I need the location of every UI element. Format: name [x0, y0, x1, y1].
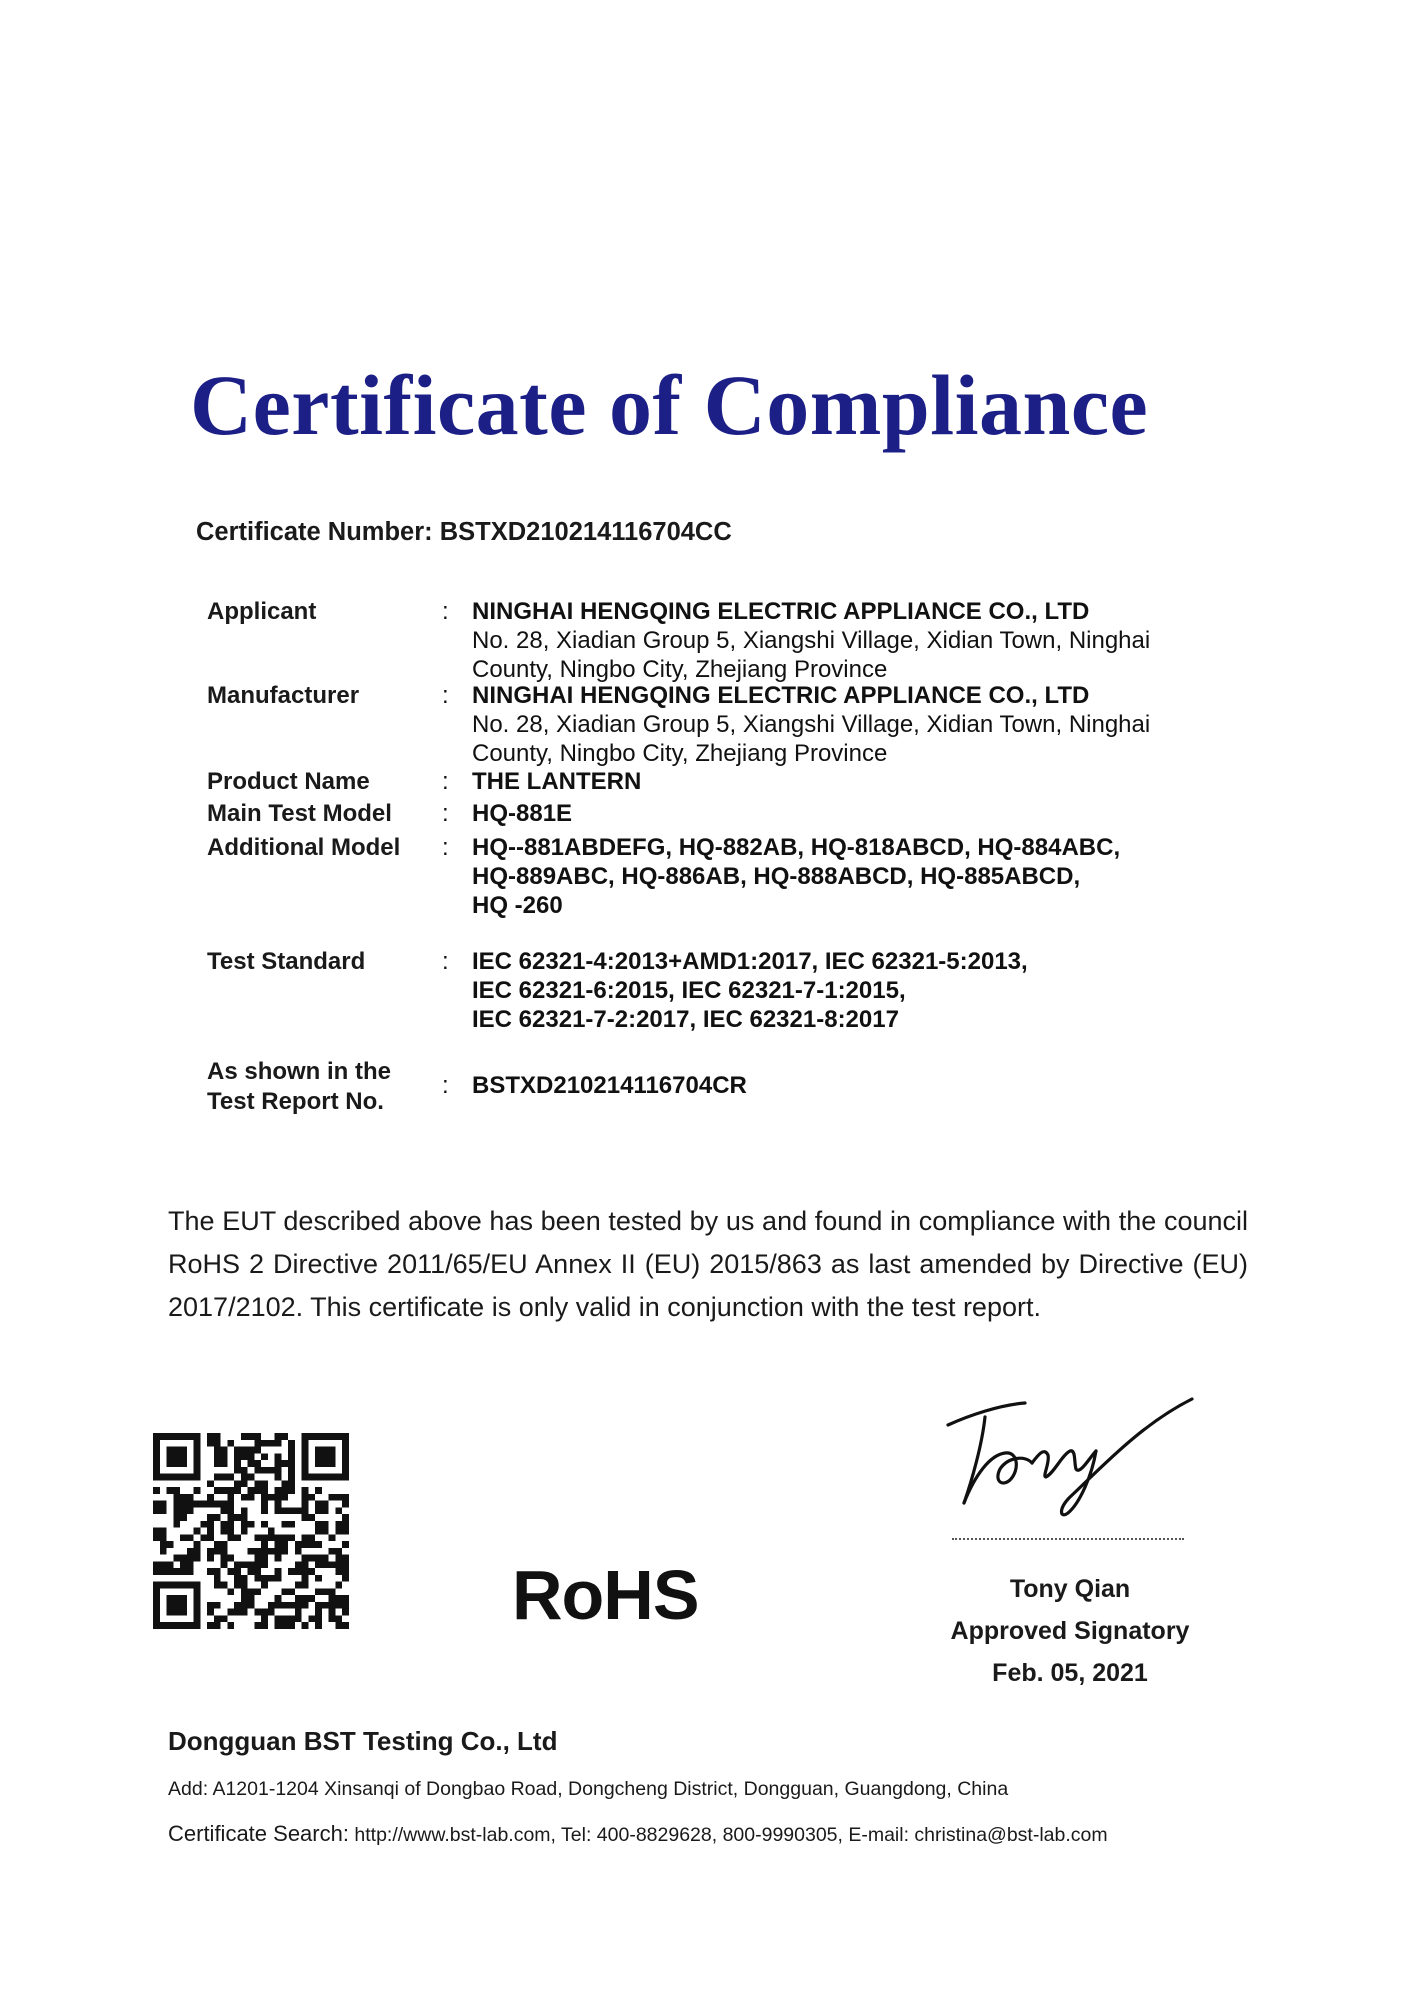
- signatory-block: [920, 1568, 1220, 1694]
- additional-model-line3: HQ -260: [472, 892, 563, 919]
- company-name: Dongguan BST Testing Co., Ltd: [168, 1726, 558, 1756]
- qr-code: [153, 1433, 349, 1629]
- product-name-row: [207, 767, 1207, 799]
- certificate-search: [168, 1821, 1108, 1847]
- test-report-label-line2: Test Report No.: [207, 1088, 384, 1115]
- compliance-statement: The EUT described above has been tested by us and found in compliance with the council RoHS 2 Directive 2011/65/EU Annex II (EU) 2015/863 as last amended by Directive (EU) 2017/2102. This certificate is only valid in conjunction with the test report.: [168, 1206, 1248, 1322]
- certificate-fields: [207, 597, 1207, 1117]
- test-report-label-line1: As shown in the: [207, 1058, 392, 1085]
- test-report-separator: :: [442, 1072, 449, 1099]
- manufacturer-label: Manufacturer: [207, 682, 360, 709]
- additional-model-line2: HQ-889ABC, HQ-886AB, HQ-888ABCD, HQ-885ABCD,: [472, 863, 1081, 890]
- test-standard-label: Test Standard: [207, 948, 366, 975]
- main-test-model-row: [207, 799, 1207, 833]
- signature-image: [930, 1385, 1200, 1520]
- applicant-label: Applicant: [207, 598, 317, 625]
- manufacturer-address-line2: County, Ningbo City, Zhejiang Province: [472, 740, 888, 767]
- applicant-row: [207, 597, 1207, 681]
- test-report-row: [207, 1057, 1207, 1117]
- product-name-separator: :: [442, 768, 449, 795]
- additional-model-row: [207, 833, 1207, 947]
- manufacturer-separator: :: [442, 682, 449, 709]
- test-standard-line1: IEC 62321-4:2013+AMD1:2017, IEC 62321-5:2013,: [472, 948, 1028, 975]
- test-standard-line2: IEC 62321-6:2015, IEC 62321-7-1:2015,: [472, 977, 906, 1004]
- certificate-number-value: BSTXD210214116704CC: [439, 518, 732, 546]
- test-standard-row: [207, 947, 1207, 1057]
- main-test-model-value: HQ-881E: [472, 800, 573, 827]
- certificate-search-label: Certificate Search:: [168, 1821, 349, 1846]
- main-test-model-separator: :: [442, 800, 449, 827]
- certificate-number-label: Certificate Number:: [196, 518, 433, 546]
- product-name-value: THE LANTERN: [472, 768, 642, 795]
- test-standard-line3: IEC 62321-7-2:2017, IEC 62321-8:2017: [472, 1006, 899, 1033]
- signature-date: Feb. 05, 2021: [992, 1659, 1148, 1687]
- additional-model-label: Additional Model: [207, 834, 401, 861]
- applicant-separator: :: [442, 598, 449, 625]
- additional-model-line1: HQ--881ABDEFG, HQ-882AB, HQ-818ABCD, HQ-884ABC,: [472, 834, 1121, 861]
- signatory-title: Approved Signatory: [950, 1617, 1190, 1645]
- additional-model-separator: :: [442, 834, 449, 861]
- signature-line: [952, 1538, 1184, 1540]
- company-address: Add: A1201-1204 Xinsanqi of Dongbao Road, Dongcheng District, Dongguan, Guangdong, China: [168, 1778, 1009, 1800]
- manufacturer-row: [207, 681, 1207, 767]
- applicant-name: NINGHAI HENGQING ELECTRIC APPLIANCE CO., LTD: [472, 598, 1090, 625]
- test-standard-separator: :: [442, 948, 449, 975]
- signatory-name: Tony Qian: [1009, 1575, 1131, 1603]
- product-name-label: Product Name: [207, 768, 370, 795]
- certificate-title: Certificate of Compliance: [190, 357, 1149, 453]
- certificate-number: [196, 518, 732, 547]
- rohs-mark: RoHS: [512, 1556, 699, 1634]
- manufacturer-name: NINGHAI HENGQING ELECTRIC APPLIANCE CO., LTD: [472, 682, 1090, 709]
- manufacturer-address-line1: No. 28, Xiadian Group 5, Xiangshi Village, Xidian Town, Ninghai: [472, 711, 1151, 738]
- main-test-model-label: Main Test Model: [207, 800, 392, 827]
- applicant-address-line1: No. 28, Xiadian Group 5, Xiangshi Village, Xidian Town, Ninghai: [472, 627, 1151, 654]
- certificate-search-info: http://www.bst-lab.com, Tel: 400-8829628, 800-9990305, E-mail: christina@bst-lab.com: [354, 1824, 1108, 1846]
- applicant-address-line2: County, Ningbo City, Zhejiang Province: [472, 656, 888, 683]
- test-report-number: BSTXD210214116704CR: [472, 1072, 747, 1099]
